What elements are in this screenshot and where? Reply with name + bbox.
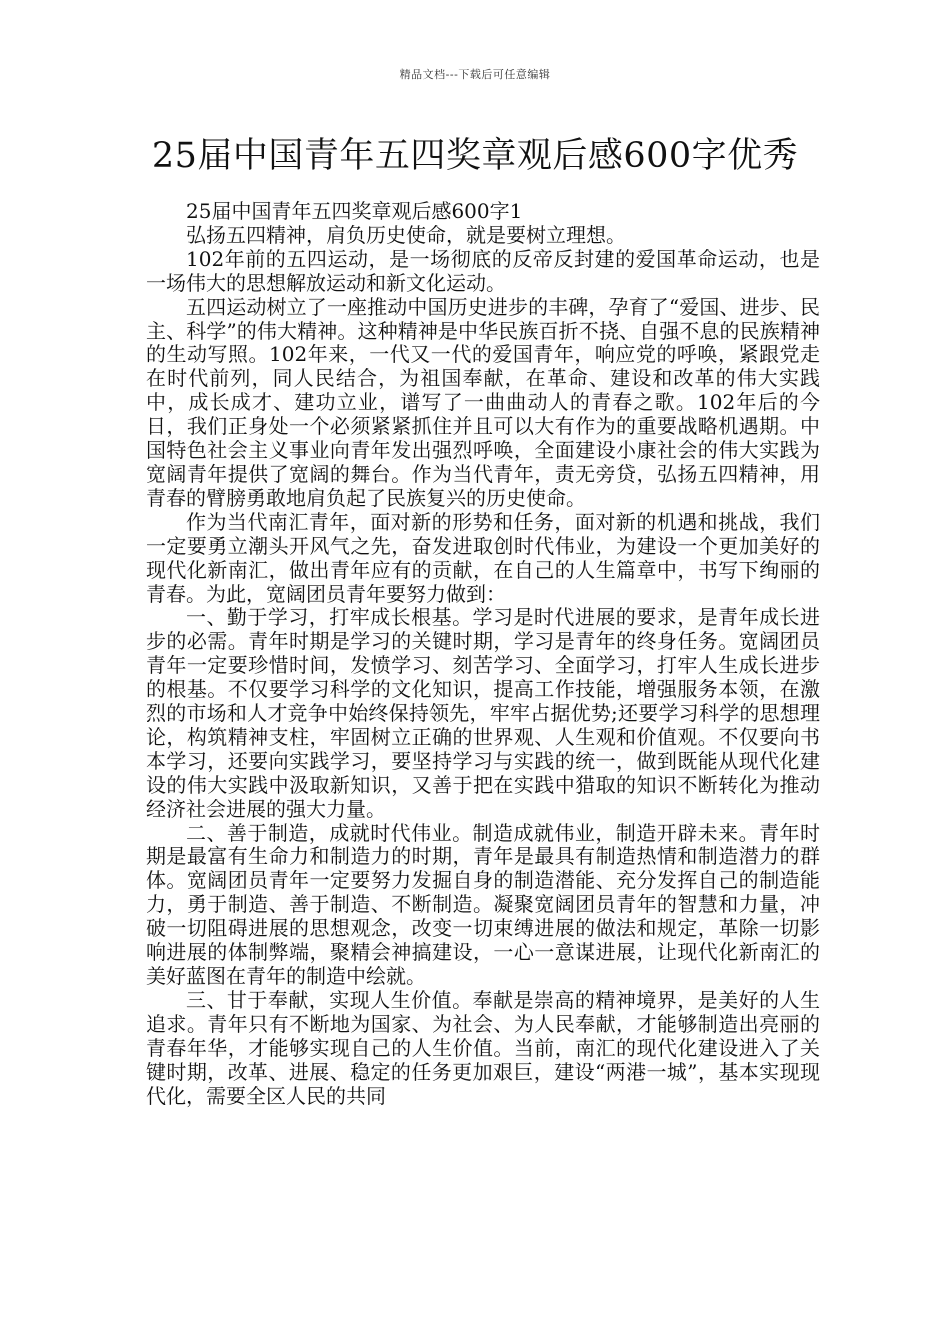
body-paragraph: 102年前的五四运动，是一场彻底的反帝反封建的爱国革命运动，也是一场伟大的思想解放运动和新文化运动。 [146, 246, 820, 295]
body-paragraph: 一、勤于学习，打牢成长根基。学习是时代进展的要求，是青年成长进步的必需。青年时期是学习的关键时期，学习是青年的终身任务。宽阔团员青年一定要珍惜时间，发愤学习、刻苦学习、全面学习，打牢人生成长进步的根基。不仅要学习科学的文化知识，提高工作技能，增强服务本领，在激烈的市场和人才竞争中始终保持领先，牢牢占据优势;还要学习科学的思想理论，构筑精神支柱，牢固树立正确的世界观、人生观和价值观。不仅要向书本学习，还要向实践学习，要坚持学习与实践的统一，做到既能从现代化建设的伟大实践中汲取新知识，又善于把在实践中猎取的知识不断转化为推动经济社会进展的强大力量。 [146, 605, 820, 821]
body-paragraph: 三、甘于奉献，实现人生价值。奉献是崇高的精神境界，是美好的人生追求。青年只有不断地为国家、为社会、为人民奉献，才能够制造出亮丽的青春年华，才能够实现自己的人生价值。当前，南汇的现代化建设进入了关键时期，改革、进展、稳定的任务更加艰巨，建设“两港一城”，基本实现现代化，需要全区人民的共同 [146, 987, 820, 1108]
body-paragraph: 五四运动树立了一座推动中国历史进步的丰碑，孕育了“爱国、进步、民主、科学”的伟大精神。这种精神是中华民族百折不挠、自强不息的民族精神的生动写照。102年来，一代又一代的爱国青年，响应党的呼唤，紧跟党走在时代前列，同人民结合，为祖国奉献，在革命、建设和改革的伟大实践中，成长成才、建功立业，谱写了一曲曲动人的青春之歌。102年后的今日，我们正身处一个必须紧紧抓住并且可以大有作为的重要战略机遇期。中国特色社会主义事业向青年发出强烈呼唤，全面建设小康社会的伟大实践为宽阔青年提供了宽阔的舞台。作为当代青年，责无旁贷，弘扬五四精神，用青春的臂膀勇敢地肩负起了民族复兴的历史使命。 [146, 294, 820, 510]
document-title: 25届中国青年五四奖章观后感600字优秀 [151, 136, 799, 176]
body-paragraph: 作为当代南汇青年，面对新的形势和任务，面对新的机遇和挑战，我们一定要勇立潮头开风气之先，奋发进取创时代伟业，为建设一个更加美好的现代化新南汇，做出青年应有的贡献，在自己的人生篇章中，书写下绚丽的青春。为此，宽阔团员青年要努力做到： [146, 509, 820, 606]
body-paragraph: 弘扬五四精神，肩负历史使命，就是要树立理想。 [186, 222, 626, 247]
header-note: 精品文档---下载后可任意编辑 [399, 68, 551, 81]
body-paragraph: 25届中国青年五四奖章观后感600字1 [186, 199, 523, 223]
document-body [146, 200, 820, 1108]
body-paragraph: 二、善于制造，成就时代伟业。制造成就伟业，制造开辟未来。青年时期是最富有生命力和制造力的时期，青年是最具有制造热情和制造潜力的群体。宽阔团员青年一定要努力发掘自身的制造潜能、充分发挥自己的制造能力，勇于制造、善于制造、不断制造。凝聚宽阔团员青年的智慧和力量，冲破一切阻碍进展的思想观念，改变一切束缚进展的做法和规定，革除一切影响进展的体制弊端，聚精会神搞建设，一心一意谋进展，让现代化新南汇的美好蓝图在青年的制造中绘就。 [146, 820, 820, 988]
